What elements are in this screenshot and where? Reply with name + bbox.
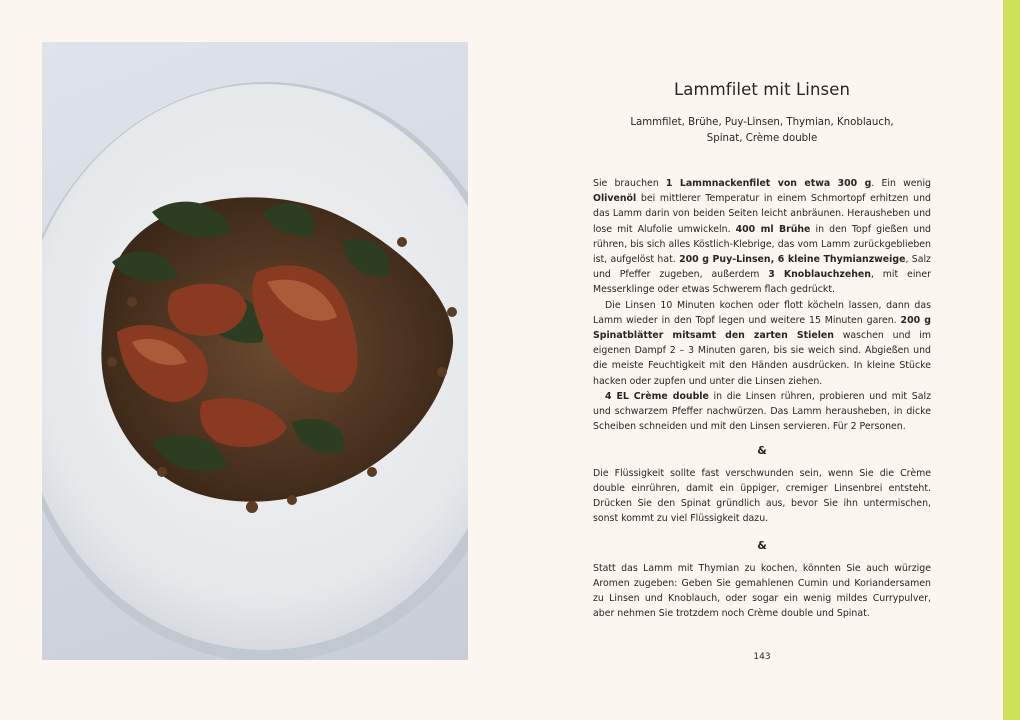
ingredient-amount: 200 g Puy-Linsen, 6 kleine Thymianzweige — [679, 254, 906, 266]
recipe-title: Lammfilet mit Linsen — [673, 80, 851, 99]
text: , mit einer Messerklinge oder etwas Schwerem flach gedrückt. — [593, 269, 931, 296]
text: Die Linsen 10 Minuten kochen oder flott köcheln lassen, dann das Lamm wieder in den Topf legen und weitere 15 Minuten garen. — [593, 299, 931, 326]
recipe-instructions — [593, 176, 931, 621]
ingredient-amount: 400 ml Brühe — [735, 223, 811, 235]
ingredient-amount: 1 Lammnackenfilet von etwa 300 g — [665, 178, 872, 189]
separator-ampersand: & — [757, 444, 767, 458]
lamb-lentils-plate-image — [42, 42, 468, 660]
tip-paragraph-2: Statt das Lamm mit Thymian zu kochen, könnten Sie auch würzige Aromen zugeben: Geben Sie gemahlenen Cumin und Koriandersamen zu Linsen und Knoblauch, oder sogar ein wenig mildes Currypulver, aber nehmen Sie trotzdem noch Crème double und Spinat. — [593, 562, 931, 620]
accent-strip — [1003, 0, 1020, 720]
recipe-page — [593, 78, 931, 621]
ingredient-line-1: Lammfilet, Brühe, Puy-Linsen, Thymian, Knoblauch, — [630, 117, 894, 128]
text: . Ein wenig — [871, 178, 931, 189]
text: Sie brauchen — [593, 178, 666, 189]
text: bei mittlerer Temperatur in einem Schmortopf erhitzen und das Lamm darin von beiden Seiten leicht anbräunen. Herausheben und lose mit Alufolie umwickeln. — [593, 193, 931, 235]
text: , Salz und Pfeffer zugeben, außerdem — [593, 254, 931, 281]
instruction-paragraph-3 — [593, 389, 931, 435]
instruction-paragraph-1 — [593, 176, 931, 298]
ingredient-line-2: Spinat, Crème double — [706, 133, 818, 144]
ingredient-summary — [593, 115, 931, 147]
dish-photo — [42, 42, 468, 660]
ingredient-amount: 200 g Spinatblätter mitsamt den zarten Stielen — [593, 314, 931, 342]
ingredient-amount: Olivenöl — [593, 193, 637, 205]
tip-paragraph-1: Die Flüssigkeit sollte fast verschwunden sein, wenn Sie die Crème double einrühren, damit ein üppiger, cremiger Linsenbrei entsteht. Drücken Sie den Spinat gründlich aus, bevor Sie ihn untermischen, sonst kommt zu viel Flüssigkeit dazu. — [593, 467, 931, 525]
page-number: 143 — [753, 652, 771, 662]
ingredient-amount: 3 Knoblauchzehen — [768, 269, 871, 281]
instruction-paragraph-2 — [593, 298, 931, 389]
text: in den Topf gießen und rühren, bis sich alles Köstlich-Klebrige, das vom Lamm zurückgeblieben ist, aufgelöst hat. — [593, 223, 931, 266]
ingredient-amount: 4 EL Crème double — [605, 390, 709, 402]
separator-ampersand: & — [757, 539, 767, 553]
text: in die Linsen rühren, probieren und mit Salz und schwarzem Pfeffer nachwürzen. Das Lamm herausheben, in dicke Scheiben schneiden und mit den Linsen servieren. Für 2 Personen. — [593, 390, 931, 433]
text: waschen und im eigenen Dampf 2 – 3 Minuten garen, bis sie weich sind. Abgießen und die meiste Feuchtigkeit mit den Händen ausdrücken. In kleine Stücke hacken oder zupfen und unter die Linsen ziehen. — [593, 330, 931, 387]
